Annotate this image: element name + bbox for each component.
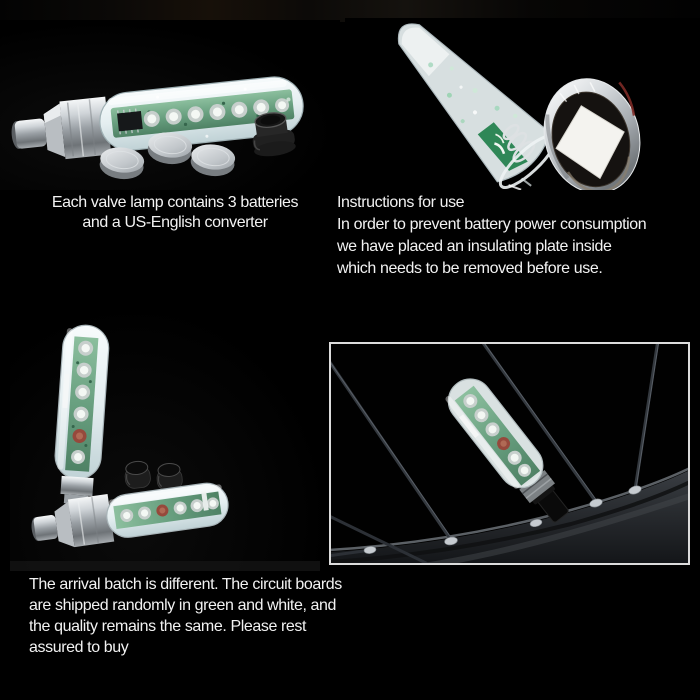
photo-two-valve-lamps	[10, 315, 320, 571]
photo-valve-lamp-disassembled	[0, 20, 340, 190]
caption-line: the quality remains the same. Please rest	[29, 618, 307, 635]
caption-top-left	[10, 193, 340, 233]
caption-line: are shipped randomly in green and white, and	[29, 597, 337, 614]
clear-tube-illustration	[376, 18, 568, 190]
caption-line: The arrival batch is different. The circuit boards	[29, 576, 342, 593]
caption-line: In order to prevent battery power consumption	[337, 216, 647, 233]
horizontal-lamp	[28, 478, 231, 553]
vertical-lamp	[51, 324, 110, 520]
caption-line: Instructions for use	[337, 194, 465, 211]
metal-cap-illustration	[531, 67, 653, 190]
photo-tube-and-cap	[345, 18, 700, 190]
caption-bottom	[29, 574, 409, 658]
caption-line: assured to buy	[29, 639, 129, 656]
photo-wheel-mounted	[329, 342, 690, 565]
caption-line: and a US-English converter	[82, 214, 268, 231]
rubber-cap-1	[124, 460, 152, 489]
ic-chip	[117, 111, 143, 131]
caption-line: Each valve lamp contains 3 batteries	[51, 194, 299, 211]
caption-line: we have placed an insulating plate inside	[337, 238, 612, 255]
caption-line: which needs to be removed before use.	[337, 260, 603, 277]
caption-top-right	[337, 192, 697, 280]
